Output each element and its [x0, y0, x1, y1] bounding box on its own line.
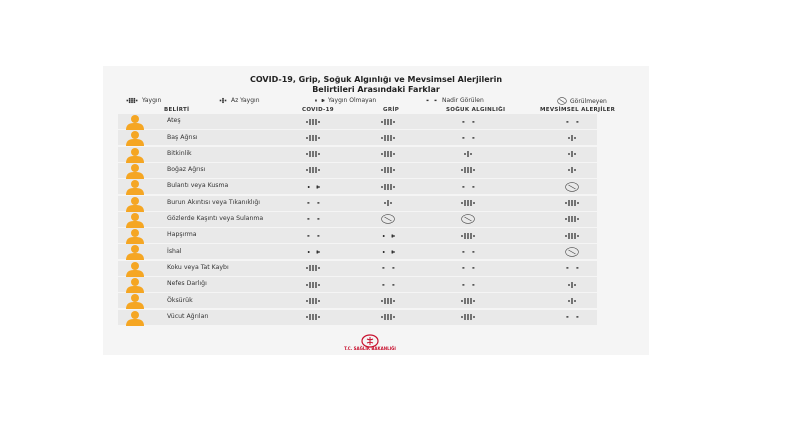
- symbol-common-icon: [379, 150, 397, 158]
- symbol-rare-icon: [562, 118, 582, 126]
- symptom-label: Öksürük: [167, 296, 193, 304]
- symbol-common-icon: [304, 313, 322, 321]
- cell-covid: [283, 130, 343, 145]
- symbol-rare-icon: [458, 134, 478, 142]
- cell-cold: [438, 130, 498, 145]
- symbol-rare-icon: [458, 264, 478, 272]
- symbol-not-common-icon: [380, 248, 396, 256]
- table-row: [118, 244, 597, 259]
- symptom-person-icon: [123, 244, 145, 260]
- symbol-less-icon: [218, 97, 228, 104]
- table-row: [118, 196, 597, 211]
- symptom-label: İshal: [167, 247, 182, 255]
- symbol-common-icon: [459, 199, 477, 207]
- cell-flu: [358, 310, 418, 325]
- symptom-person-icon: [123, 196, 145, 212]
- cell-flu: [358, 130, 418, 145]
- cell-covid: [283, 212, 343, 227]
- symptom-label: Boğaz Ağrısı: [167, 166, 206, 174]
- cell-cold: [438, 261, 498, 276]
- symbol-common-icon: [379, 313, 397, 321]
- symbol-rare-icon: [303, 215, 323, 223]
- cell-covid: [283, 228, 343, 243]
- cell-allergy: [542, 196, 602, 211]
- symbol-common-icon: [459, 313, 477, 321]
- symbol-less-icon: [566, 166, 578, 174]
- ministry-name: T.C. SAĞLIK BAKANLIĞI: [344, 346, 396, 351]
- symbol-common-icon: [304, 118, 322, 126]
- cell-cold: [438, 179, 498, 194]
- cell-covid: [283, 277, 343, 292]
- symbol-none-icon: [557, 97, 567, 105]
- symbol-common-icon: [379, 183, 397, 191]
- table-row: [118, 293, 597, 308]
- symptom-label: Nefes Darlığı: [167, 280, 207, 288]
- symbol-rare-icon: [303, 199, 323, 207]
- cell-cold: [438, 147, 498, 162]
- cell-covid: [283, 114, 343, 129]
- symbol-less-icon: [382, 199, 394, 207]
- legend-not-common: Yaygın Olmayan: [313, 97, 376, 104]
- cell-covid: [283, 310, 343, 325]
- symptom-label: Bulantı veya Kusma: [167, 182, 229, 190]
- symbol-common-icon: [304, 166, 322, 174]
- symbol-less-icon: [462, 150, 474, 158]
- symptom-person-icon: [123, 130, 145, 146]
- symbol-common-icon: [563, 215, 581, 223]
- cell-cold: [438, 114, 498, 129]
- symbol-rare-icon: [562, 264, 582, 272]
- cell-allergy: [542, 163, 602, 178]
- symptom-person-icon: [123, 179, 145, 195]
- symbol-common-icon: [304, 264, 322, 272]
- cell-cold: [438, 196, 498, 211]
- cell-flu: [358, 228, 418, 243]
- symptom-label: Bitkinlik: [167, 149, 192, 157]
- symptom-person-icon: [123, 163, 145, 179]
- legend: [103, 96, 649, 106]
- legend-less: Az Yaygın: [218, 97, 260, 104]
- symbol-none-icon: [381, 214, 395, 224]
- symbol-common-icon: [563, 199, 581, 207]
- symptom-label: Gözlerde Kaşıntı veya Sulanma: [167, 215, 264, 223]
- cell-covid: [283, 261, 343, 276]
- symbol-common-icon: [459, 166, 477, 174]
- symbol-rare-icon: [303, 232, 323, 240]
- cell-flu: [358, 277, 418, 292]
- cell-flu: [358, 212, 418, 227]
- table-row: [118, 147, 597, 162]
- header-covid: COVID-19: [302, 107, 334, 113]
- cell-allergy: [542, 114, 602, 129]
- cell-flu: [358, 244, 418, 259]
- symbol-none-icon: [565, 247, 579, 257]
- cell-cold: [438, 212, 498, 227]
- symbol-rare-icon: [378, 264, 398, 272]
- cell-flu: [358, 261, 418, 276]
- symptom-label: Koku veya Tat Kaybı: [167, 263, 229, 271]
- symbol-not-common-icon: [305, 183, 321, 191]
- cell-allergy: [542, 147, 602, 162]
- cell-cold: [438, 163, 498, 178]
- table-row: [118, 179, 597, 194]
- cell-covid: [283, 163, 343, 178]
- symbol-rare-icon: [458, 248, 478, 256]
- symbol-common-icon: [379, 118, 397, 126]
- table-row: [118, 310, 597, 325]
- cell-flu: [358, 179, 418, 194]
- symptom-label: Burun Akıntısı veya Tıkanıklığı: [167, 198, 260, 206]
- symptom-person-icon: [123, 147, 145, 163]
- symbol-common-icon: [304, 297, 322, 305]
- header-cold: SOĞUK ALGINLIĞI: [446, 107, 506, 113]
- symbol-common-icon: [563, 232, 581, 240]
- cell-allergy: [542, 228, 602, 243]
- table-row: [118, 261, 597, 276]
- symptom-person-icon: [123, 114, 145, 130]
- symbol-common-icon: [379, 297, 397, 305]
- header-symptom: BELİRTİ: [164, 107, 190, 113]
- symbol-less-icon: [566, 297, 578, 305]
- symbol-common-icon: [379, 134, 397, 142]
- symbol-common-icon: [459, 297, 477, 305]
- table-row: [118, 163, 597, 178]
- symbol-none-icon: [565, 182, 579, 192]
- symbol-less-icon: [566, 281, 578, 289]
- symbol-common-icon: [304, 134, 322, 142]
- symbol-less-icon: [566, 134, 578, 142]
- symptom-label: Vücut Ağrıları: [167, 312, 209, 320]
- symbol-none-icon: [461, 214, 475, 224]
- cell-cold: [438, 244, 498, 259]
- symbol-not-common-icon: [305, 248, 321, 256]
- table-row: [118, 114, 597, 129]
- symbol-rare-icon: [562, 313, 582, 321]
- symptom-label: Ateş: [167, 117, 181, 125]
- legend-rare: Nadir Görülen: [423, 97, 484, 104]
- symbol-less-icon: [566, 150, 578, 158]
- symbol-not-common-icon: [380, 232, 396, 240]
- table-row: [118, 228, 597, 243]
- cell-covid: [283, 196, 343, 211]
- symbol-not-common-icon: [313, 97, 325, 104]
- cell-covid: [283, 147, 343, 162]
- symbol-common-icon: [304, 281, 322, 289]
- cell-flu: [358, 293, 418, 308]
- symbol-rare-icon: [378, 281, 398, 289]
- symbol-rare-icon: [458, 281, 478, 289]
- legend-common: Yaygın: [125, 97, 161, 104]
- cell-allergy: [542, 179, 602, 194]
- cell-flu: [358, 114, 418, 129]
- cell-flu: [358, 147, 418, 162]
- header-allergy: MEVSİMSEL ALERJİLER: [540, 107, 616, 113]
- table-row: [118, 212, 597, 227]
- cell-cold: [438, 310, 498, 325]
- symbol-common-icon: [304, 150, 322, 158]
- symbol-common-icon: [459, 232, 477, 240]
- cell-allergy: [542, 293, 602, 308]
- cell-covid: [283, 244, 343, 259]
- symbol-common-icon: [125, 97, 139, 104]
- symptom-label: Baş Ağrısı: [167, 133, 198, 141]
- symbol-rare-icon: [458, 118, 478, 126]
- symbol-rare-icon: [423, 97, 439, 104]
- cell-allergy: [542, 310, 602, 325]
- symptom-person-icon: [123, 261, 145, 277]
- cell-allergy: [542, 212, 602, 227]
- symptom-person-icon: [123, 212, 145, 228]
- symptom-person-icon: [123, 293, 145, 309]
- cell-allergy: [542, 130, 602, 145]
- symptom-person-icon: [123, 310, 145, 326]
- symbol-rare-icon: [458, 183, 478, 191]
- legend-none: Görülmeyen: [557, 97, 607, 105]
- cell-covid: [283, 179, 343, 194]
- symptom-person-icon: [123, 277, 145, 293]
- cell-cold: [438, 228, 498, 243]
- cell-covid: [283, 293, 343, 308]
- cell-flu: [358, 196, 418, 211]
- symbol-common-icon: [379, 166, 397, 174]
- symptom-label: Hapşırma: [167, 231, 197, 239]
- cell-allergy: [542, 261, 602, 276]
- cell-flu: [358, 163, 418, 178]
- cell-cold: [438, 277, 498, 292]
- cell-allergy: [542, 244, 602, 259]
- infographic-title: COVID-19, Grip, Soğuk Algınlığı ve Mevsimsel Alerjilerin Belirtileri Arasındaki Farklar: [249, 75, 503, 94]
- cell-allergy: [542, 277, 602, 292]
- cell-cold: [438, 293, 498, 308]
- table-row: [118, 277, 597, 292]
- symptom-person-icon: [123, 228, 145, 244]
- header-flu: GRİP: [383, 107, 400, 113]
- table-row: [118, 130, 597, 145]
